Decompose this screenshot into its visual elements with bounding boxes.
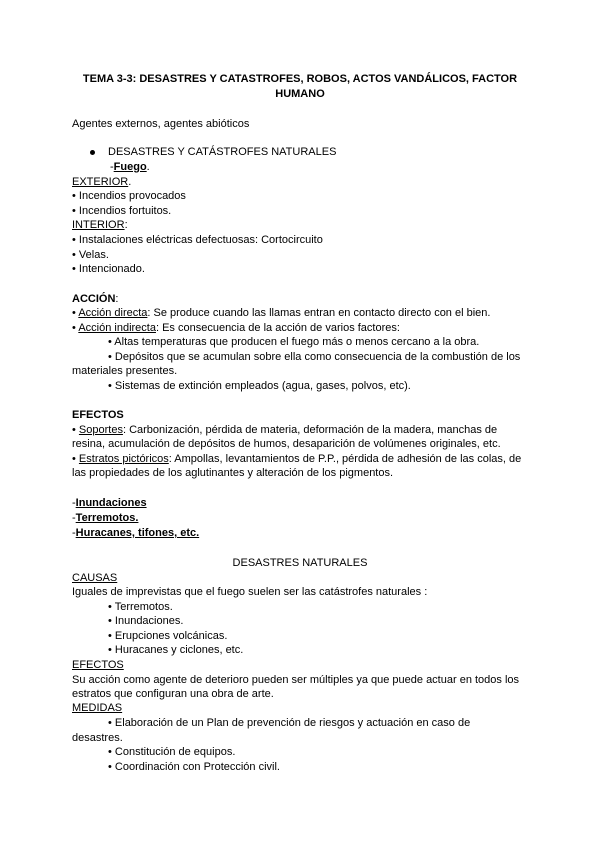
inundaciones-label: Inundaciones [75,497,147,509]
accion-suffix: : [115,293,119,305]
fuego-prefix: - [110,161,114,173]
huracanes-label: Huracanes, tifones, etc. [75,527,200,539]
interior-suffix: : [124,219,128,231]
document-title [70,72,530,102]
list-item: • Constitución de equipos. [108,746,236,758]
inundaciones-prefix: - [72,497,76,509]
medidas-heading: MEDIDAS [72,702,123,714]
fuego-suffix: . [146,161,150,173]
title-line-2: HUMANO [275,88,325,100]
estratos-line-2: las propiedades de los aglutinantes y alteración de los pigmentos. [72,467,394,479]
efectos2-line-1: Su acción como agente de deterioro pueden ser múltiples ya que puede actuar en todos los [72,674,520,686]
soportes-line-2: resina, acumulación de depósitos de humos, desaparición de volúmenes originales, etc. [72,438,501,450]
efectos2-line-2: estratos que configuran una obra de arte. [72,688,274,700]
accion-directa [72,306,490,321]
accion-label: ACCIÓN [72,293,116,305]
list-item: • Depósitos que se acumulan sobre ella como consecuencia de la combustión de los [108,351,521,363]
list-item: • Intencionado. [72,263,145,275]
causas-heading: CAUSAS [72,572,118,584]
huracanes-prefix: - [72,527,76,539]
list-item: • Instalaciones eléctricas defectuosas: Cortocircuito [72,234,323,246]
accion-heading [72,292,118,307]
soportes-text: : Carbonización, pérdida de materia, deformación de la madera, manchas de [122,424,498,436]
accion-indirecta-text: : Es consecuencia de la acción de varios factores: [155,322,400,334]
list-item: • Elaboración de un Plan de prevención de riesgos y actuación en caso de [108,717,471,729]
accion-indirecta [72,321,400,336]
estratos-label: Estratos pictóricos [78,453,169,465]
causas-text: Iguales de imprevistas que el fuego suelen ser las catástrofes naturales : [72,586,428,598]
exterior-suffix: . [128,176,132,188]
terremotos-prefix: - [72,512,76,524]
inundaciones-heading [72,496,147,511]
list-item: • Inundaciones. [108,615,184,627]
efectos-heading: EFECTOS [72,409,124,421]
list-item: • Sistemas de extinción empleados (agua, gases, polvos, etc). [108,380,411,392]
efectos2-heading: EFECTOS [72,659,124,671]
intro-text: Agentes externos, agentes abióticos [72,118,250,130]
accion-indirecta-label: Acción indirecta [78,322,156,334]
exterior-label: EXTERIOR [72,176,129,188]
title-line-1: TEMA 3-3: DESASTRES Y CATASTROFES, ROBOS, ACTOS VANDÁLICOS, FACTOR [82,73,518,85]
accion-directa-bullet: • [72,307,79,319]
terremotos-heading [72,511,138,526]
list-item: • Erupciones volcánicas. [108,630,228,642]
list-item: • Terremotos. [108,601,173,613]
fuego-label: Fuego [113,161,147,173]
efectos-estratos [72,452,521,467]
huracanes-heading [72,526,199,541]
list-item: • Velas. [72,249,109,261]
accion-directa-text: : Se produce cuando las llamas entran en contacto directo con el bien. [147,307,491,319]
accion-indirecta-bullet: • [72,322,79,334]
terremotos-label: Terremotos. [75,512,139,524]
estratos-bullet: • [72,453,79,465]
estratos-text: : Ampollas, levantamientos de P.P., pérdida de adhesión de las colas, de [168,453,522,465]
exterior-heading [72,175,131,190]
list-item: • Coordinación con Protección civil. [108,761,280,773]
section2-heading: DESASTRES NATURALES [232,557,368,569]
efectos-soportes [72,423,497,438]
section1-heading: DESASTRES Y CATÁSTROFES NATURALES [108,146,337,158]
list-item: • Incendios fortuitos. [72,205,172,217]
interior-heading [72,218,128,233]
list-item: • Incendios provocados [72,190,186,202]
accion-directa-label: Acción directa [78,307,148,319]
soportes-bullet: • [72,424,79,436]
fuego-heading [110,160,150,175]
list-item-continuation: desastres. [72,732,123,744]
interior-label: INTERIOR [72,219,125,231]
list-item: • Altas temperaturas que producen el fuego más o menos cercano a la obra. [108,336,480,348]
soportes-label: Soportes [78,424,123,436]
list-item-continuation: materiales presentes. [72,365,178,377]
list-item: • Huracanes y ciclones, etc. [108,644,244,656]
bullet-dot-icon [90,150,95,155]
